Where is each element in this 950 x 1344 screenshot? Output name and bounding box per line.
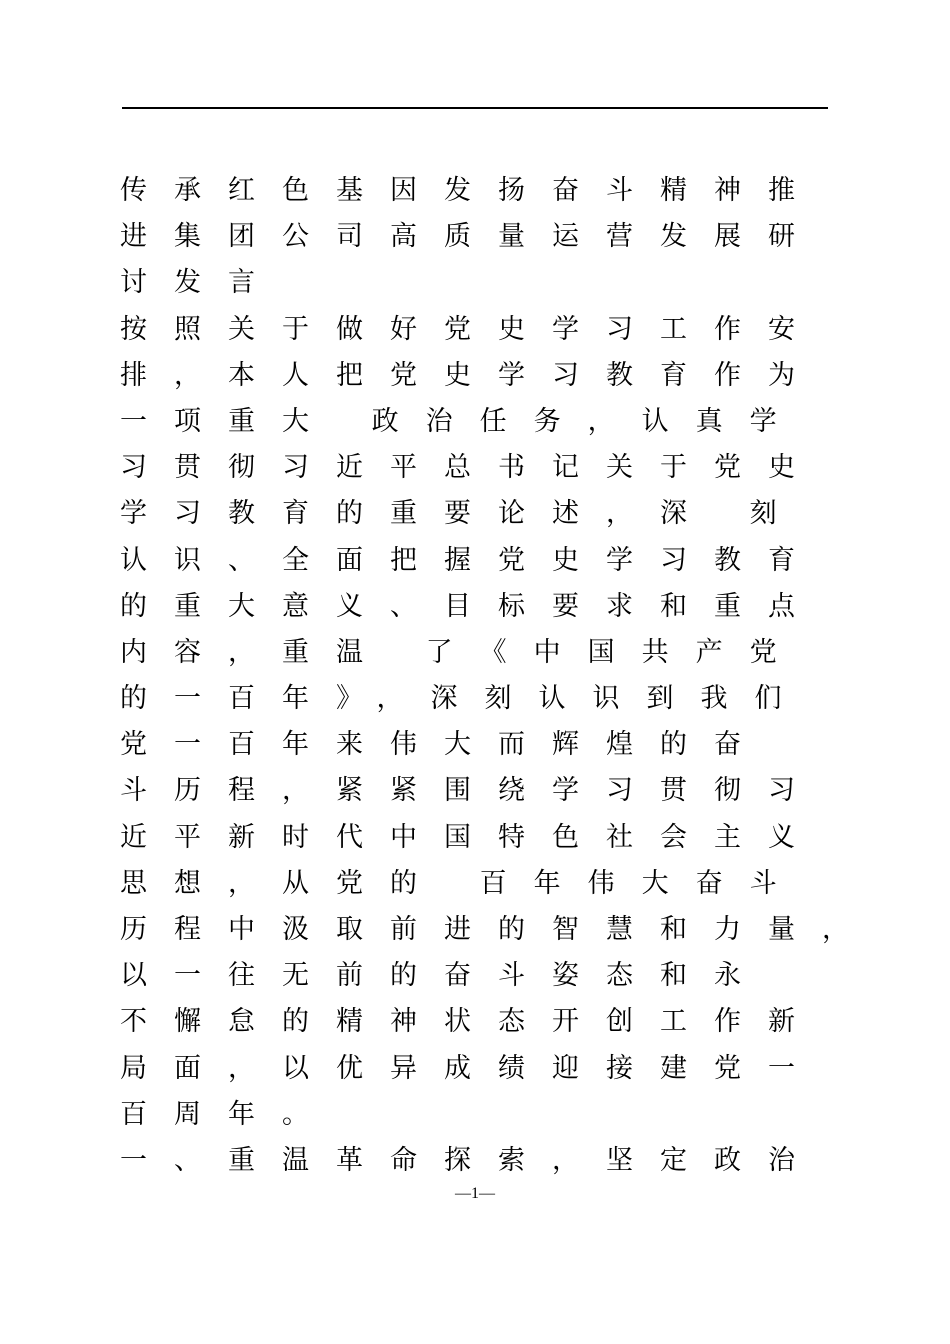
text-line: 的一百年》，深刻认识到我们 bbox=[120, 683, 809, 715]
text-line: 局面，以优异成绩迎接建党一 bbox=[120, 1052, 822, 1084]
title-line-1: 传承红色基因发扬奋斗精神推 bbox=[120, 175, 822, 206]
text-line: 的重大意义、目标要求和重点 bbox=[120, 590, 822, 622]
text-line: 习贯彻习近平总书记关于党史 bbox=[120, 452, 822, 484]
text-line: 党一百年来伟大而辉煌的奋 bbox=[120, 729, 768, 761]
text-line: 历程中汲取前进的智慧和力量， bbox=[120, 914, 876, 945]
text-line: 按照关于做好党史学习工作安 bbox=[120, 313, 822, 345]
body-text bbox=[120, 168, 876, 1184]
text-line: 学习教育的重要论述，深 刻 bbox=[120, 498, 804, 530]
header-rule bbox=[122, 107, 828, 109]
section-heading-line: 一、重温革命探索，坚定政治 bbox=[120, 1144, 822, 1176]
page-number: —1— bbox=[455, 1185, 495, 1202]
text-line: 排，本人把党史学习教育作为 bbox=[120, 359, 822, 391]
title-line-2: 进集团公司高质量运营发展研 bbox=[120, 221, 822, 253]
text-line: 不懈怠的精神状态开创工作新 bbox=[120, 1006, 822, 1038]
title-line-3: 讨发言 bbox=[120, 267, 282, 299]
text-line: 一项重大 政治任务，认真学 bbox=[120, 405, 804, 437]
text-line: 思想，从党的 百年伟大奋斗 bbox=[120, 867, 804, 899]
text-line: 百周年。 bbox=[120, 1098, 336, 1130]
text-line: 认识、全面把握党史学习教育 bbox=[120, 544, 822, 576]
text-line: 内容，重温 了《中国共产党 bbox=[120, 636, 804, 668]
text-line: 斗历程，紧紧围绕学习贯彻习 bbox=[120, 775, 822, 807]
text-line: 近平新时代中国特色社会主义 bbox=[120, 821, 822, 853]
text-line: 以一往无前的奋斗姿态和永 bbox=[120, 960, 768, 992]
